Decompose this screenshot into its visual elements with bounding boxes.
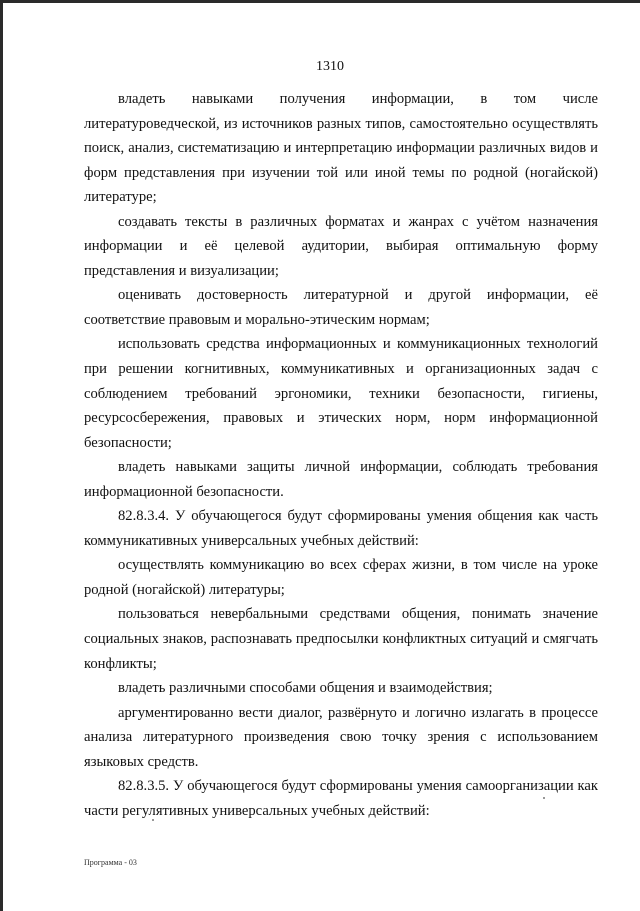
paragraph: владеть навыками защиты личной информации, соблюдать требования информационной безопасности. — [84, 459, 598, 500]
paragraph: владеть различными способами общения и взаимодействия; — [118, 680, 493, 697]
paragraph: пользоваться невербальными средствами общения, понимать значение социальных знаков, распознавать предпосылки конфликтных ситуаций и смягчать конфликты; — [84, 606, 598, 672]
section-paragraph: 82.8.3.4. У обучающегося будут сформированы умения общения как часть коммуникативных универсальных учебных действий: — [84, 508, 598, 549]
paragraph: создавать тексты в различных форматах и жанрах с учётом назначения информации и её целевой аудитории, выбирая оптимальную форму представления и визуализации; — [84, 213, 598, 279]
section-paragraph: 82.8.3.5. У обучающегося будут сформированы умения самоорганизации как части регулятивных универсальных учебных действий: — [84, 778, 598, 819]
body-text — [84, 87, 598, 823]
paragraph: аргументированно вести диалог, развёрнуто и логично излагать в процессе анализа литературного произведения свою точку зрения с использованием языковых средств. — [84, 704, 598, 770]
scan-speck — [543, 797, 545, 799]
paragraph: использовать средства информационных и коммуникационных технологий при решении когнитивных, коммуникативных и организационных задач с соблюдением требований эргономики, техники безопасности, гигиены, ресурсосбережения, правовых и этических норм, норм информационной безопасности; — [84, 336, 598, 451]
scan-speck — [152, 819, 154, 821]
paragraph: осуществлять коммуникацию во всех сферах жизни, в том числе на уроке родной (ногайской) литературы; — [84, 557, 598, 598]
page-number: 1310 — [316, 59, 344, 74]
footer-note: Программа - 03 — [84, 858, 137, 867]
paragraph: оценивать достоверность литературной и другой информации, её соответствие правовым и морально-этическим нормам; — [84, 287, 598, 328]
paragraph: владеть навыками получения информации, в том числе литературоведческой, из источников разных типов, самостоятельно осуществлять поиск, анализ, систематизацию и интерпретацию информации различных видов и форм представления при изучении той или иной темы по родной (ногайской) литературе; — [84, 91, 598, 206]
